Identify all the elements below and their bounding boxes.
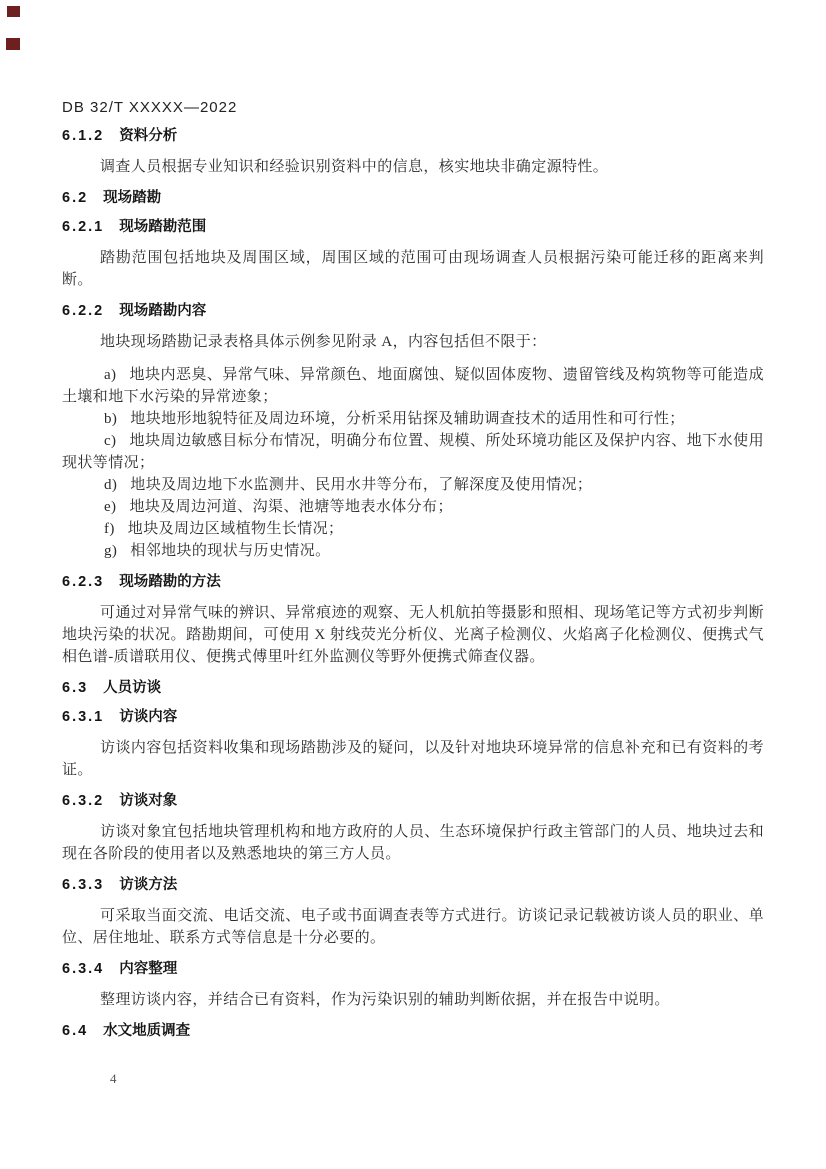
item-marker: d) <box>104 477 118 493</box>
section-number: 6.3.4 <box>62 961 105 977</box>
item-text: 地块内恶臭、异常气味、异常颜色、地面腐蚀、疑似固体废物、遗留管线及构筑物等可能造成土壤和地下水污染的异常迹象； <box>62 367 764 405</box>
list-6-2-2 <box>62 364 764 562</box>
item-marker: g) <box>104 543 118 559</box>
section-heading-6-2 <box>62 189 764 208</box>
section-title: 访谈内容 <box>119 709 178 725</box>
scan-annotation-mark-bottom <box>6 38 20 50</box>
section-heading-6-3 <box>62 679 764 698</box>
paragraph-6-2-3: 可通过对异常气味的辨识、异常痕迹的观察、无人机航拍等摄影和照相、现场笔记等方式初步判断地块污染的状况。踏勘期间，可使用 X 射线荧光分析仪、光离子检测仪、火焰离子化检测仪、便携式气相色谱-质谱联用仪、便携式傅里叶红外监测仪等野外便携式筛查仪器。 <box>62 605 764 665</box>
section-number: 6.3 <box>62 680 89 696</box>
page-content <box>62 99 764 1051</box>
document-header: DB 32/T XXXXX—2022 <box>62 99 238 116</box>
item-marker: a) <box>104 367 117 383</box>
section-number: 6.2.2 <box>62 303 105 319</box>
section-title: 访谈对象 <box>119 793 178 809</box>
paragraph-6-2-2: 地块现场踏勘记录表格具体示例参见附录 A，内容包括但不限于： <box>100 334 547 350</box>
item-text: 地块地形地貌特征及周边环境，分析采用钻探及辅助调查技术的适用性和可行性； <box>130 411 685 427</box>
item-text: 地块及周边河道、沟渠、池塘等地表水体分布； <box>129 499 453 515</box>
item-marker: e) <box>104 499 117 515</box>
paragraph-6-3-2: 访谈对象宜包括地块管理机构和地方政府的人员、生态环境保护行政主管部门的人员、地块过去和现在各阶段的使用者以及熟悉地块的第三方人员。 <box>62 824 764 862</box>
section-title: 现场踏勘范围 <box>119 219 207 235</box>
section-title: 人员访谈 <box>103 680 162 696</box>
section-number: 6.2.3 <box>62 574 105 590</box>
list-item-b <box>62 408 764 430</box>
paragraph-6-3-4: 整理访谈内容，并结合已有资料，作为污染识别的辅助判断依据，并在报告中说明。 <box>100 992 670 1008</box>
paragraph-6-1-2: 调查人员根据专业知识和经验识别资料中的信息，核实地块非确定源特性。 <box>100 159 609 175</box>
section-heading-6-3-4 <box>62 960 764 979</box>
item-marker: b) <box>104 411 118 427</box>
item-marker: c) <box>104 433 117 449</box>
section-heading-6-4 <box>62 1022 764 1041</box>
section-heading-6-3-2 <box>62 792 764 811</box>
paragraph-6-2-1: 踏勘范围包括地块及周围区域，周围区域的范围可由现场调查人员根据污染可能迁移的距离来判断。 <box>62 250 764 288</box>
section-title: 访谈方法 <box>119 877 178 893</box>
section-heading-6-2-1 <box>62 218 764 237</box>
section-number: 6.2.1 <box>62 219 105 235</box>
section-heading-6-1-2 <box>62 127 764 146</box>
section-number: 6.3.1 <box>62 709 105 725</box>
section-heading-6-2-3 <box>62 573 764 592</box>
section-number: 6.2 <box>62 190 89 206</box>
paragraph-6-3-1: 访谈内容包括资料收集和现场踏勘涉及的疑问，以及针对地块环境异常的信息补充和已有资料的考证。 <box>62 740 764 778</box>
list-item-e <box>62 496 764 518</box>
item-text: 地块及周边地下水监测井、民用水井等分布，了解深度及使用情况； <box>130 477 593 493</box>
list-item-a <box>62 364 764 408</box>
list-item-f <box>62 518 764 540</box>
section-number: 6.4 <box>62 1023 89 1039</box>
section-title: 现场踏勘的方法 <box>119 574 221 590</box>
section-heading-6-3-1 <box>62 708 764 727</box>
section-title: 水文地质调查 <box>103 1023 191 1039</box>
section-title: 现场踏勘 <box>103 190 162 206</box>
section-title: 内容整理 <box>119 961 178 977</box>
section-number: 6.1.2 <box>62 128 105 144</box>
section-heading-6-3-3 <box>62 876 764 895</box>
item-marker: f) <box>104 521 115 537</box>
list-item-d <box>62 474 764 496</box>
item-text: 相邻地块的现状与历史情况。 <box>130 543 331 559</box>
section-number: 6.3.3 <box>62 877 105 893</box>
paragraph-6-3-3: 可采取当面交流、电话交流、电子或书面调查表等方式进行。访谈记录记载被访谈人员的职业、单位、居住地址、联系方式等信息是十分必要的。 <box>62 908 764 946</box>
item-text: 地块及周边区域植物生长情况； <box>127 521 344 537</box>
section-title: 资料分析 <box>119 128 178 144</box>
section-number: 6.3.2 <box>62 793 105 809</box>
list-item-g <box>62 540 764 562</box>
page-number: 4 <box>110 1071 117 1086</box>
section-title: 现场踏勘内容 <box>119 303 207 319</box>
list-item-c <box>62 430 764 474</box>
section-heading-6-2-2 <box>62 302 764 321</box>
item-text: 地块周边敏感目标分布情况，明确分布位置、规模、所处环境功能区及保护内容、地下水使用现状等情况； <box>62 433 764 471</box>
scan-annotation-mark-top <box>7 6 20 17</box>
